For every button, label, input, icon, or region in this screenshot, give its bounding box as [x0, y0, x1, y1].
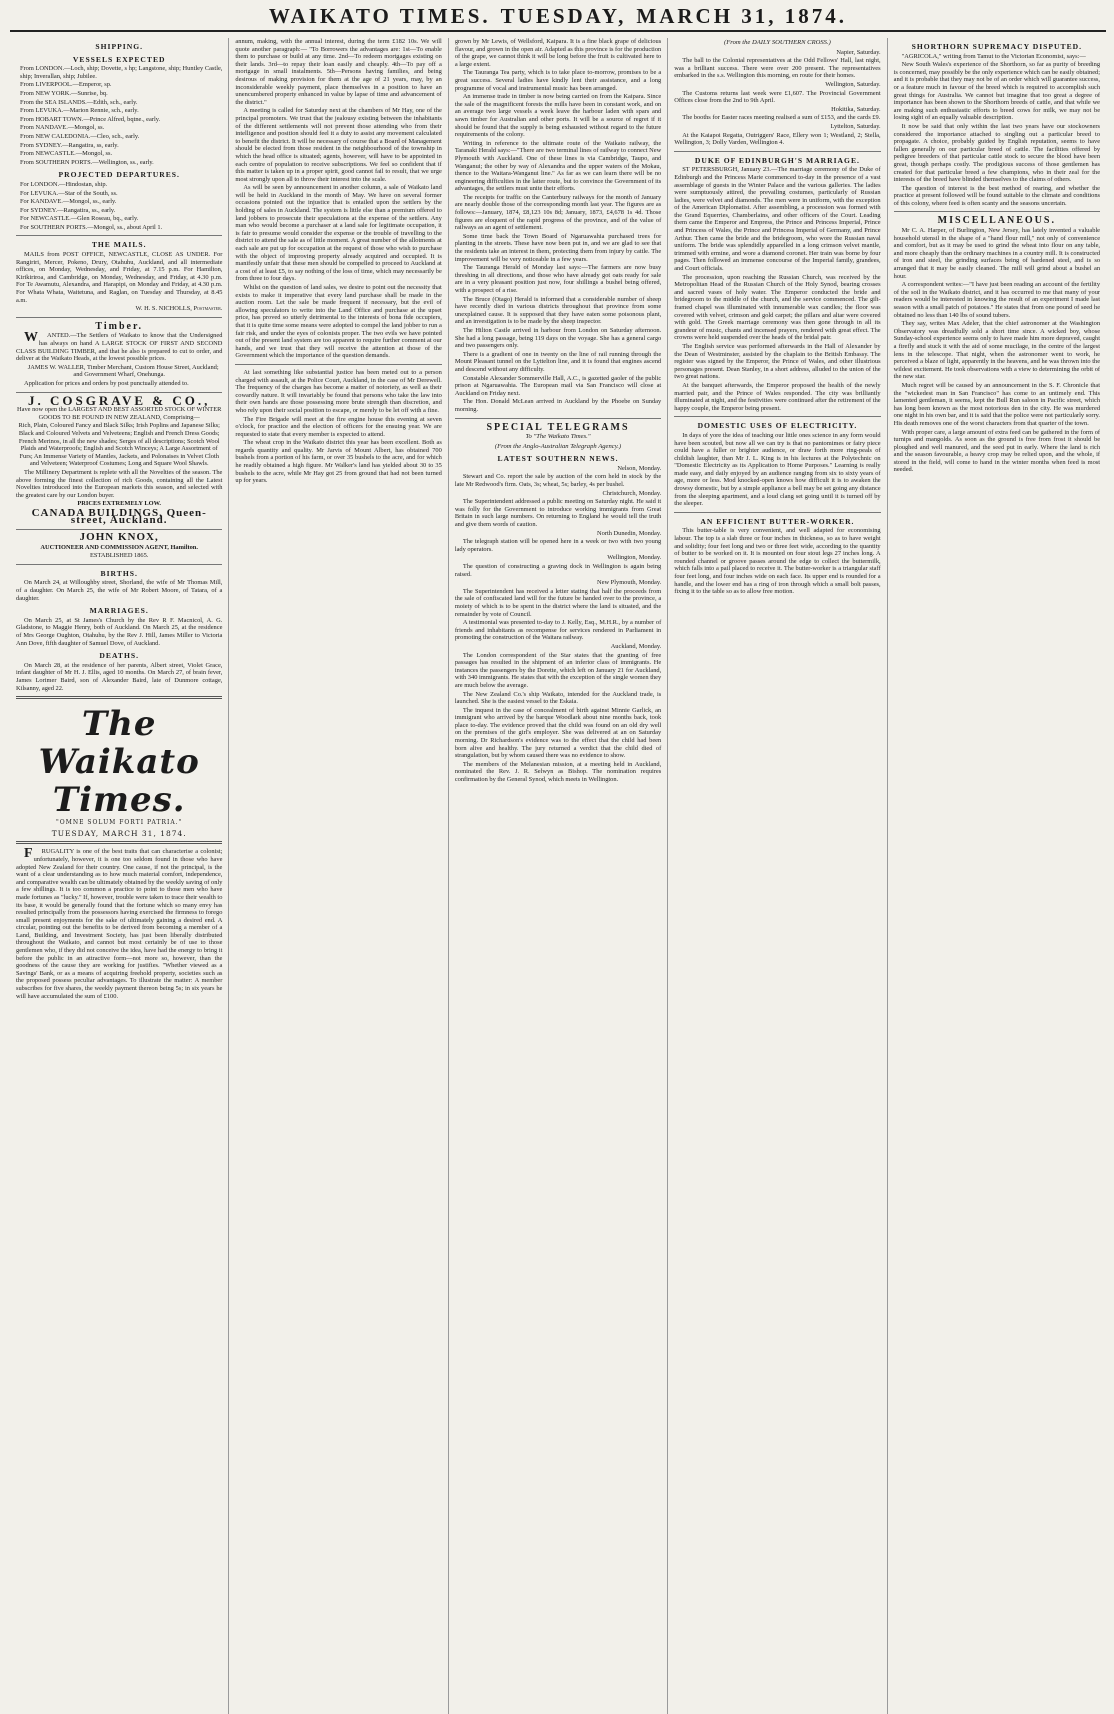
- telegram-text: The members of the Melanesian mission, at a meeting held in Auckland, nominated the Rev. J. R. Selwyn as Bishop. The nomination requires confirmation by the General Synod, which meets in Wellington.: [454, 760, 662, 784]
- dateline: Napier, Saturday.: [836, 48, 881, 56]
- dateline: Christchurch, Monday.: [602, 489, 662, 497]
- column-5: [888, 38, 1106, 1714]
- marriages-text: On March 25, at St James's Church by the Rev R F. Macnicol, A. G. Gladstone, to Maggie Henry, both of Auckland. On March 25, at the residence of Mrs George Oughton, Otahuhu, by the Rev J. Hill, James Miller to Victoria Ann Dove, fifth daughter of Samuel Dove, of Auckland.: [16, 616, 223, 647]
- article-paragraph: It now be said that only within the last two years have our stockowners considered the importance attached to singling out a particular breed to propagate. A choice, probably guided by English reputation, seems to have fallen generally on our particular breed of cattle. The facilities offered by pedigree breeders of that particular cattle stock to secure the blood have been great, though perhaps costly. The prodigious success of those gentlemen has created for that particular breed a few champions, who in their zeal for the interests of the breed have blinded themselves to the claims of others.: [893, 122, 1101, 184]
- article-paragraph: This butter-table is very convenient, and well adapted for economising labour. The top is a slab three or four inches in thickness, so as to have weight and solidity; four feet long and two or three feet wide, according to the quantity of butter to be worked on it. It is mounted on four stout legs 27 inches long. A rounded channel or groove passes around the edge to collect the buttermilk, which falls into a pail placed to receive it. The butter-worker is a triangular staff four feet long, and four inches wide on each face. Its upper end is rounded for a handle, and the lower end has a ring of iron through which a small bolt passes, fixing it to the table so as to allow free motion.: [674, 527, 881, 596]
- telegrams-heading: SPECIAL TELEGRAMS: [486, 421, 630, 433]
- columns: [10, 38, 1106, 1714]
- article-paragraph: As will be seen by announcement in another column, a sale of Waikato land will be held in Auckland in the month of May. We have on several former occasions pointed out the injustice that is entailed upon the settlers by the holding of sales in Auckland. The system is little else than a premium offered to land jobbers to prosecute their speculations at the expense of the settlers. Any man who would become a purchaser at a land sale for legitimate occupation, it is fair to presume would consider the expense or the trouble of travelling to the district to attend the sale as of little moment. A great number of the allotments at each sale are put up for occupation at the request of those who wish to purchase with the object of improving property already acquired and occupied. It is manifestly unfair that these men should be compelled to proceed to Auckland at a cost of at least £5, to say nothing of the loss of time, which may necessarily be from three to four days.: [235, 184, 442, 283]
- marriages-heading: MARRIAGES.: [89, 606, 149, 616]
- list-item: For KANDAVE.—Mongol, ss., early.: [20, 198, 117, 206]
- telegram-text: The inquest in the case of concealment of birth against Minnie Garlick, an immigrant who arrived by the barque Woodlark about nine months back, took place to-day. The evidence proved that the child was found on an old dry well on the premises of the girl's employer. She was delivered at an on Saturday morning. Dr Richardson's evidence was to the effect that the child had been born alive and healthy. The jury returned a verdict that the child died of strangulation, but by whom caused there was no evidence to show.: [454, 706, 662, 760]
- divider: [16, 696, 222, 699]
- article-paragraph: The wheat crop in the Waikato district this year has been excellent. Both as regards quantity and quality. Mr Jarvis of Mount Albert, has obtained 700 bushels from a portion of his farm, or over 35 bushels to the acre, and for which he readily obtained a high figure. Mr Walker's land has yielded about 30 to 35 bushels to the acre, while Mr Hay got 25 from ground that had not been turned up for years.: [235, 439, 442, 485]
- telegram-text: The ball to the Colonial representatives at the Odd Fellows' Hall, last night, was a brilliant success. There were over 200 present. The representatives embarked in the s.s. Wellington this morning, en route for their homes.: [674, 57, 881, 80]
- article-paragraph: annum, making, with the annual interest, during the term £182 10s. We will quote another paragraph:— "To Borrowers the advantages are: 1st—To enable them to purchase or build at any time. 2nd—To redeem mortgages existing on their lands. 3rd—to repay their loan easily and cheaply. 4th—To pay off a mortgage in small instalments. 5th—Persons having families, and being desirous of making provision for them at the age of 21 years, may, by an inconsiderable weekly payment, place themselves in a position to have an unencumbered property enhanced in value by lapse of time and advancement of the district.": [235, 38, 442, 106]
- divider: [235, 364, 441, 365]
- shorthorn-heading: SHORTHORN SUPREMACY DISPUTED.: [911, 42, 1083, 51]
- divider: [16, 529, 222, 530]
- list-item: For LONDON.—Hindostan, ship.: [20, 180, 108, 188]
- article-paragraph: A meeting is called for Saturday next at the chambers of Mr Hay, one of the principal promoters. We trust that the jealousy existing between the inhabitants of the different settlements will not prevent those attending who from their intelligence and position should feel it a duty to assist any movement calculated to benefit the district. It will be necessary of course that a Board of Management should be elected from those resident in the neighbourhood of the township in which the head office is situated; agents, however, will have to be appointed in each centre of population to receive subscriptions. We feel so confident that if this matter is taken up in a proper spirit, good cannot fail to result, that we urge most strongly upon all to throw their interest into the scale.: [235, 107, 442, 183]
- dateline: New Plymouth, Monday.: [597, 579, 662, 587]
- timber-signature: JAMES W. WALLER, Timber Merchant, Custom House Street, Auckland; and Government Wharf, Onehunga.: [27, 363, 219, 379]
- list-item: From NEWCASTLE.—Mongol, ss.: [20, 150, 113, 158]
- list-item: For SOUTHERN PORTS.—Mongol, ss., about April 1.: [20, 223, 163, 231]
- divider: [16, 235, 222, 236]
- dateline: Hokitika, Saturday.: [831, 105, 881, 113]
- births-heading: BIRTHS.: [100, 568, 138, 578]
- editorial-text: FRUGALITY is one of the best traits that can characterise a colonist; unfortunately, however, it is one too seldom found in those who have adopted New Zealand for their country. One cause, if not the principal, is the want of a clear understanding as to how much material comfort, independence, and comparative wealth can be ultimately obtained by the weekly saving of only a few shillings. It is too common a practice to point to those men who have made fortunes as "lucky." If, however, trouble were taken to trace their wealth to its base, it would be generally found that the fortune which so many envy has resulted principally from the possessors having exercised the firmness to forego small present enjoyments for the sake of ultimately gaining a desired end. A circular, pointing out the benefits to be derived from becoming a member of a Land, Building, and Investment Society, has just been liberally distributed throughout the Waikato, and cannot but most certainly be of use to those gentlemen who, if they did not conceive the idea, have had the energy to bring it before the public in an attractive form—not more so, however, than the goodness of the cause they are working for justifies. "Whether viewed as a Savings' Bank, or as a means of acquiring freehold property, societies such as the proposed possess peculiar advantages. To illustrate the matter: A member subscribes for five shares, the weekly payment thereon being 5s; in six years he will have accumulated the sum of £100.: [16, 846, 223, 1000]
- article-paragraph: They say, writes Max Adeler, that the chief astronomer at the Washington Observatory was dreadfully sold a short time since. A wicked boy, whose Sunday-school experience seems only to have made him more depraved, caught a firefly and stuck it with the aid of some mucilage, in the centre of the largest lens in the telescope. That night, when the astronomer went to work, he perceived a blaze of light, apparently in the heavens, and he was thrown into the wildest excitement. He took observations with a view to determining the orbit of the new star.: [893, 320, 1101, 381]
- telegram-text: The question of constructing a graving dock in Wellington is again being raised.: [454, 563, 662, 578]
- article-paragraph: Constable Alexander Sommerville Hall, A.C., is gazetted gaoler of the public prison at Ngaruawahia. The European mail via San Francisco will close at Auckland on Friday next.: [454, 374, 662, 397]
- miscellaneous-heading: MISCELLANEOUS.: [937, 215, 1056, 227]
- timber-note: Application for prices and orders by post punctually attended to.: [24, 379, 189, 387]
- article-paragraph: The Hilton Castle arrived in harbour from London on Saturday afternoon. She had a long passage, being 119 days on the voyage. She has a general cargo and two passengers only.: [454, 326, 662, 350]
- article-paragraph: The Fire Brigade will meet at the fire engine house this evening at seven o'clock, for practice and the election of officers for the ensuing year. We are requested to state that every member is expected to attend.: [235, 415, 442, 438]
- list-item: From LEVUKA.—Marion Rennie, sch., early.: [20, 107, 139, 115]
- article-paragraph: At last something like substantial justice has been meted out to a person charged with assault, at the Police Court, Auckland, in the case of Mr Derewell. The frequency of the charges has become a matter of notoriety, as well as their cowardly nature. It will invariably be found that persons who take the law into their own hands are those possessing more brute strength than discretion, and who rely upon their social position to escape, or merely to be let off with a fine.: [235, 368, 442, 414]
- nameplate-title: The Waikato Times.: [38, 704, 200, 821]
- article-paragraph: Writing in reference to the ultimate route of the Waikato railway, the Taranaki Herald says:—"There are two terminal lines of railway to connect New Plymouth with Auckland. One of these lines is via Cambridge, Taupo, and Wanganui; the other by way of Alexandra and the upper waters of the Mokau, thence to the Waitara-Wanganui line." As far as we can learn there will be no engineering difficulties in the latter route, but to convince the Government of its advantages, the settlers must unite their efforts.: [454, 139, 662, 193]
- list-item: From SYDNEY.—Rangatira, ss, early.: [20, 141, 119, 149]
- source-heading: (From the DAILY SOUTHERN CROSS.): [724, 39, 831, 46]
- cosgrave-note: The Millinery Department is replete with all the Novelties of the season. The above forming the finest collection of rich Goods, containing all the Latest Novelties introduced into the European markets this season, and selected with the greatest care by our London buyer.: [16, 468, 223, 499]
- divider: [674, 512, 880, 513]
- masthead-day: TUESDAY,: [500, 4, 627, 28]
- cosgrave-title: J. COSGRAVE & CO.,: [28, 392, 211, 408]
- column-1: [10, 38, 229, 1714]
- timber-heading: Timber.: [95, 320, 144, 332]
- deaths-text: On March 28, at the residence of her parents, Albert street, Violet Grace, infant daughter of Mr H. J. Ellis, aged 10 months. On March 27, of brain fever, James Lorimer Baird, son of Alexander Baird, late of Dunmore cottage, Kilsanny, aged 22.: [16, 661, 223, 692]
- mails-text: MAILS from POST OFFICE, NEWCASTLE, CLOSE AS UNDER. For Rangiriri, Mercer, Pokeno, Drury, Otahuhu, Auckland, and all intermediate offices, on Monday, Wednesday, and Friday, at 7.15 p.m. For Hamilton, Kirikiriroa, and Cambridge, on Monday, Wednesday, and Friday, at 4.30 p.m. For Te Awamutu, Alexandra, and Harapipi, on Monday and Friday, at 4.30 p.m. For Whata Whata, Waitetuna, and Raglan, on Tuesday and Thursday, at 8.45 a.m.: [16, 251, 223, 304]
- article-paragraph: There is a gradient of one in twenty on the line of rail running through the Mount Pleasant tunnel on the Lyttelton line, and it is found that engines ascend and descend without any difficulty.: [454, 350, 662, 373]
- canada-buildings: CANADA BUILDINGS, Queen-street, Auckland.: [31, 506, 207, 527]
- mails-signature: W. H. S. NICHOLLS, Postmaster.: [135, 305, 223, 313]
- list-item: For SYDNEY.—Rangatira, ss., early.: [20, 206, 116, 214]
- article-paragraph: The receipts for traffic on the Canterbury railways for the month of January are nearly double those of the corresponding month last year. The figures are as follows:—January, 1874, £8,123 10s 8d; January, 1873, £4,678 1s 4d. Those figures are eloquent of the rapid progress of the province, and of the value of railways as an agent of settlement.: [454, 193, 662, 232]
- telegrams-subheading: To "The Waikato Times.": [525, 433, 591, 441]
- list-item: From the SEA ISLANDS.—Edith, sch., early.: [20, 98, 138, 106]
- telegram-text: At the Kaiapoi Regatta, Outriggers' Race, Ellery won 1; Westland, 2; Stella, Wellington, 3; Dolly Varden, Wellington 4.: [674, 131, 881, 147]
- list-item: From NANDAVE.—Mongol, ss.: [20, 124, 105, 132]
- article-paragraph: grown by Mr Lewis, of Wellsford, Kaipara. It is a fine black grape of delicious flavour, and grown in the open air. Adapted as this province is for the production of the grape, we cannot think it will be long before the fruit is cultivated here to a large extent.: [454, 38, 662, 68]
- list-item: For NEWCASTLE.—Glen Roseau, bq., early.: [20, 215, 139, 223]
- list-item: For LEVUKA.—Star of the South, ss.: [20, 189, 118, 197]
- knox-established: ESTABLISHED 1865.: [89, 552, 149, 560]
- article-paragraph: The Tauranga Tea party, which is to take place to-morrow, promises to be a great success. Several ladies have kindly lent their assistance, and a long programme of vocal and instrumental music has been arranged.: [454, 69, 662, 92]
- article-paragraph: The procession, upon reaching the Russian Church, was received by the Metropolitan Head of the Russian Church of the Holy Synod, bearing crosses and sacred vases of holy water. The Emperor conducted the bride and bridegroom to the middle of the church, and the service commenced. The gilt-framed chapel was illuminated with innumerable wax candles; the floor was covered with velvet, crimson and gold carpet; the pillars and altar were covered with gold. The Greek marriage ceremony was then gone through in all its grandeur of music, chants and incensed prayers, rendered with great effect. The crowns were held suspended over the heads of the bridal pair.: [674, 273, 881, 342]
- article-paragraph: Much regret will be caused by an announcement in the S. F. Chronicle that the "wickedest man in San Francisco" has come to an untimely end. This lamented gentleman, it seems, kept the Bull Run saloon in Pacific street, which has long been known as the most notorious den in the city. He was murdered one night in his own bar, and it is said that the police were not particularly sorry. His death removes one of the worst characters from that quarter of the town.: [893, 381, 1101, 427]
- list-item: From LIVERPOOL.—Emperor, sp.: [20, 81, 112, 89]
- latest-news-heading: LATEST SOUTHERN NEWS.: [497, 454, 619, 464]
- article-paragraph: At the banquet afterwards, the Emperor proposed the health of the newly married pair, and the Prince of Wales responded. The city was brilliantly illuminated at night, and the festivities were continued after the retirement of the happy couple, the Emperor being present.: [674, 381, 881, 412]
- list-item: From SOUTHERN PORTS.—Wellington, ss., early.: [20, 158, 154, 166]
- knox-name: JOHN KNOX,: [79, 531, 159, 544]
- column-2: [229, 38, 448, 1714]
- telegrams-agency: (From the Anglo-Australian Telegraph Agency.): [494, 442, 622, 450]
- dateline: Nelson, Monday.: [617, 464, 662, 472]
- list-item: From NEW CALEDONIA.—Cleo, sch., early.: [20, 132, 140, 140]
- duke-marriage-heading: DUKE OF EDINBURGH'S MARRIAGE.: [694, 155, 860, 165]
- projected-list: [16, 181, 222, 232]
- dateline: Wellington, Saturday.: [825, 80, 881, 88]
- timber-text: WANTED.—The Settlers of Waikato to know that the Undersigned has always on hand A LARGE STOCK OF FIRST AND SECOND CLASS BUILDING TIMBER, and that he also is prepared to cut to order, and deliver at the Waikato Heads, at the lowest possible prices.: [16, 330, 223, 363]
- divider: [16, 564, 222, 565]
- dateline: Wellington, Monday.: [607, 554, 662, 562]
- electricity-heading: DOMESTIC USES OF ELECTRICITY.: [697, 421, 858, 431]
- dateline: North Dunedin, Monday.: [597, 529, 662, 537]
- cosgrave-footer: PRICES EXTREMELY LOW.: [77, 500, 162, 508]
- article-paragraph: The English service was performed afterwards in the Hall of Alexander by the Dean of Westminster, assisted by the chaplain to the British Embassy. The register was signed by the Emperor, the Prince of Wales, and other illustrious personages present. Dean Stanley, in a short address, alluded to the union of the two great nations.: [674, 342, 881, 381]
- divider: [674, 151, 880, 152]
- article-paragraph: With proper care, a large amount of extra feed can be gathered in the form of turnips and mangolds. As soon as the ground is free from frost it should be ploughed and well manured, and the seed put in early. Where the land is rich and the season favourable, a heavy crop may be relied upon, and the whole, if stored in the field, will come to hand in the winter months when feed is most needed.: [893, 428, 1101, 474]
- article-paragraph: The question of interest is the best method of rearing, and whether the practice at present followed will be found suitable to the climate and conditions of this colony, where feed is often scanty and the seasons uncertain.: [893, 184, 1101, 207]
- list-item: From NEW YORK.—Sunrise, bq.: [20, 89, 108, 97]
- dateline: Lyttelton, Saturday.: [830, 122, 881, 130]
- list-item: From LONDON.—Loch, ship; Dovette, s hp; Langstone, ship; Huntley Castle, ship; Inverallan, ship; Jubilee.: [20, 65, 223, 80]
- article-paragraph: In days of yore the idea of teaching our little ones science in any form would have been scouted, but now all we can try is that no pantomimes or fairy piece could have a fuller or brighter audience, or draw forth more ring-peals of childish laughter, than Mr J. L. King is in his lectures at the Polytechnic on "Domestic Electricity as its Application to Home Purposes." Learning is really made easy, and daily enjoyed by an audience ranging from six to sixty years of age, more or less. Mod knocked-open knows how difficult it is to awaken the drowsy domestic, but by a simple appliance a bell may be set going any distance from the sleeping apartment, and a loud clang set going until it is turned off by the sleeper.: [674, 431, 881, 508]
- vessels-list: [16, 65, 222, 166]
- article-paragraph: Mr C. A. Harper, of Burlington, New Jersey, has lately invented a valuable household utensil in the shape of a "hand flour mill," not only of convenience and comfort, but as it may be used to grind the wheat into flour on any table, and more cheaply than the ordinary machines in a country mill. It is constructed of iron and steel, the grinding surfaces being of hardened steel, and is so arranged that it may be easily cleaned. The mill will grind about a bushel an hour.: [893, 227, 1101, 280]
- article-paragraph: The Tauranga Herald of Monday last says:—The farmers are now busy threshing in all directions, and those who have already got oats ready for sale are in a very pleasant position just now, four shillings a bushel being offered, with a prospect of a rise.: [454, 264, 662, 294]
- article-paragraph: A correspondent writes:—"I have just been reading an account of the fertility of the soil in the Waikato district, and it has occurred to me that many of your readers would be interested in knowing the result of an experiment I made last season with a small patch of potatoes." He states that from one pound of seed he obtained no less than 140 lbs of sound tubers.: [893, 281, 1101, 319]
- article-paragraph: New South Wales's experience of the Shorthorn, so far as purity of breeding is concerned, may possibly be the only experience which can be easily obtained; and it is probable that they may not be of an order which will guarantee success, or a feature much in favour of the breed which is required to accomplish such great things for Australia. We cannot but imagine that too great a degree of importance has been shown to the Shorthorn breeds of cattle, and that while we are making such enthusiastic efforts to breed cows for milk, we may not be losing sight of an equally valuable description.: [893, 61, 1101, 122]
- article-paragraph: Whilst on the question of land sales, we desire to point out the necessity that exists to make it imperative that every land purchase shall be made in the auction room. Let the sale be made frequent if necessary, but the evil of allowing speculators to write into the Land Office and purchase at the upset price, has proved so utterly detrimental to the interests of bona fide occupiers, that it is quite time some means were adopted to compel the land jobber to run a fair risk, and under the eyes of colonists proper. The two evils we have pointed out of the present land system are too apparent to require further comment at our hands, and we trust that they will receive the attention at those of the Government which the importance of the question demands.: [235, 284, 442, 360]
- article-paragraph: Some time back the Town Board of Ngaruawahia purchased trees for planting in the streets. These have now been put in, and we are glad to see that the residents take an interest in them, protecting them from injury by cattle. The improvement will be very noticeable in a few years.: [454, 232, 662, 263]
- telegram-text: The New Zealand Co.'s ship Waikato, intended for the Auckland trade, is launched. She is the easiest vessel to the Eskaia.: [454, 690, 662, 706]
- column-3: [449, 38, 668, 1714]
- telegram-text: The Customs returns last week were £1,607. The Provincial Government Offices close from the 2nd to 9th April.: [674, 89, 881, 105]
- nameplate: [16, 705, 222, 837]
- cosgrave-items: Rich, Plain, Coloured Fancy and Black Silks; Irish Poplins and Japanese Silks; Black and Coloured Velvets and Velveteens; English and French Dress Goods; French Merinos, in all the new shades; Serges of all descriptions; Scotch Wool Plaids and Waterproofs; English and Scotch Winceys; A Large Assortment of Furs; An Immense Variety of Mantles, Jackets, and Polonaises in Velvet Cloth and Velveteen; Waterproof Costumes; Long and Square Wool Shawls.: [18, 422, 220, 468]
- knox-title: AUCTIONEER AND COMMISSION AGENT, Hamilton.: [40, 543, 198, 551]
- masthead-date: MARCH 31, 1874.: [636, 4, 848, 28]
- telegram-text: The Superintendent addressed a public meeting on Saturday night. He said it was folly for the Government to introduce working immigrants from Great Britain in such large numbers. On returning to England he would tell the truth and give them words of caution.: [454, 498, 662, 529]
- dateline: Auckland, Monday.: [610, 642, 662, 650]
- article-paragraph: The Bruce (Otago) Herald is informed that a considerable number of sheep have recently died in various districts throughout that province from some unexplained cause. It is supposed that they have eaten some poisonous plant, and an investigation is to be made by the sheep inspector.: [454, 295, 662, 326]
- mails-heading: THE MAILS.: [91, 240, 147, 250]
- divider: [894, 211, 1100, 212]
- article-paragraph: An immense trade in timber is now being carried on from the Kaipara. Since the sale of the magnificent forests the mills have been in constant work, and on an average two large vessels a week leave the harbour laden with spars and sawn timber for Australian and other ports. It will be a source of regret if it should be found that the supply is being exhausted without regard to the future requirements of the colony.: [454, 93, 662, 139]
- projected-heading: PROJECTED DEPARTURES.: [58, 170, 180, 180]
- divider: [16, 841, 222, 844]
- shipping-heading: SHIPPING.: [95, 42, 143, 51]
- butter-worker-heading: AN EFFICIENT BUTTER-WORKER.: [700, 516, 855, 526]
- vessels-heading: VESSELS EXPECTED: [72, 54, 166, 64]
- column-4: [668, 38, 887, 1714]
- masthead: [10, 4, 1106, 32]
- telegram-text: The Superintendent has received a letter stating that half the proceeds from the sale of confiscated land will for the future be handed over to the province, a moiety of which is to be spent in the district where the land is situated, and the remainder by vote of Council.: [454, 587, 662, 618]
- divider: [16, 317, 222, 318]
- nameplate-date: TUESDAY, MARCH 31, 1874.: [51, 828, 187, 838]
- telegram-text: The booths for Easter races meeting realised a sum of £153, and the cards £9.: [682, 114, 881, 122]
- nameplate-motto: "OMNE SOLUM FORTI PATRIA.": [56, 819, 183, 827]
- deaths-heading: DEATHS.: [99, 651, 139, 661]
- divider: [455, 418, 661, 419]
- masthead-title: WAIKATO TIMES.: [268, 4, 491, 28]
- list-item: From HOBART TOWN.—Prince Alfred, bqtne., early.: [20, 115, 161, 123]
- telegram-text: A testimonial was presented to-day to J. Kelly, Esq., M.H.R., by a number of friends and inhabitants as recompense for services rendered in Parliament in promoting the construction of the Waitara railway.: [454, 619, 662, 642]
- divider: [674, 416, 880, 417]
- births-text: On March 24, at Willoughby street, Shorland, the wife of Mr Thomas Mill, of a daughter. On March 25, the wife of Mr Robert Moore, of Tatara, of a daughter.: [16, 579, 223, 602]
- cosgrave-subtitle: Have now open the LARGEST AND BEST ASSORTED STOCK OF WINTER GOODS TO BE FOUND IN NEW ZEALAND, Comprising—: [17, 406, 222, 421]
- telegram-text: The London correspondent of the Star states that the granting of free passages has resulted in the shipment of an inferior class of immigrants. He instances the passengers by the Dorette, which left on January 21 for Auckland, with 340 immigrants. He states that with the exception of the single women they are much below the average.: [454, 651, 662, 689]
- article-paragraph: "AGRICOLA," writing from Tamut to the Victorian Economist, says:—: [901, 52, 1086, 60]
- article-paragraph: The Hon. Donald McLean arrived in Auckland by the Phoebe on Sunday morning.: [454, 398, 662, 413]
- telegram-text: The telegraph station will be opened here in a week or two with two young lady operators.: [454, 538, 662, 553]
- telegram-text: Stewart and Co. report the sale by auction of the corn held in stock by the late Mr Redwood's firm. Oats, 3s; wheat, 5s; barley, 4s per bushel.: [454, 473, 662, 489]
- article-paragraph: ST PETERSBURGH, January 23.—The marriage ceremony of the Duke of Edinburgh and the Princess Marie commenced to-day in the presence of a vast assemblage of guests in the Winter Palace and the various galleries. The ladies were sumptuously attired, the prevailing costumes, particularly of Russian ladies, were velvet and diamonds. The men were in uniform, with the exception of the American Diplomatist. After assembling, a procession was formed with the Grand Equerries, Chamberlains, and other officers of the Court. Leading them came the Emperor and Empress, the Prince and Princess Imperial, Prince and Princess of Wales, the Prince and Princess Imperial of Germany, and Prince Arthur. Then came the bride and the bridegroom, who wore the Russian naval uniform. The bride was splendidly apparelled in a long crimson velvet mantle, trimmed with ermine, and wore a diamond coronet. Her train was borne by four pages. Then followed an immense concourse of the Imperial family, grandees, and Court officials.: [674, 166, 881, 273]
